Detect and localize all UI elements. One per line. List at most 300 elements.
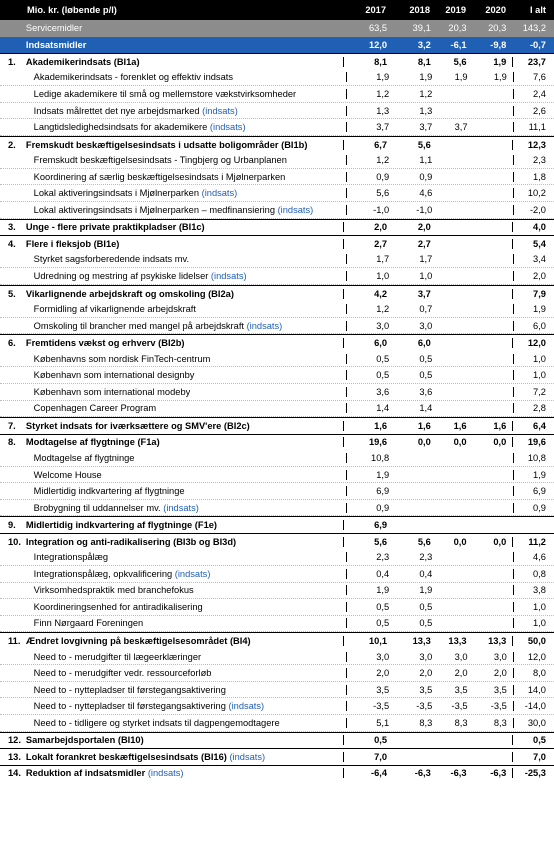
section-row	[0, 417, 554, 434]
row-label	[22, 537, 344, 547]
table-row	[0, 450, 554, 467]
indsats-tag: (indsats)	[210, 270, 247, 281]
value-2017: 3,6	[346, 387, 395, 397]
value-2017: -1,0	[346, 205, 395, 215]
row-label	[22, 57, 344, 67]
value-total: 1,9	[513, 470, 554, 480]
value-total: 12,0	[512, 338, 554, 348]
value-total: 1,0	[513, 602, 554, 612]
row-label	[22, 122, 347, 132]
indsats-tag: (indsats)	[147, 768, 184, 779]
value-2017: 0,9	[346, 172, 395, 182]
value-2017: 1,9	[346, 470, 395, 480]
table-row	[0, 119, 554, 136]
indsats-tag: (indsats)	[202, 105, 238, 116]
row-label	[22, 23, 344, 33]
value-2017: 0,5	[343, 735, 393, 745]
section-row	[0, 732, 554, 749]
value-2018: 0,5	[419, 618, 433, 629]
row-label	[22, 155, 347, 165]
value-total: 2,4	[513, 89, 554, 99]
row-label	[22, 636, 344, 646]
value-2017: -6,4	[343, 768, 393, 778]
value-total: -0,7	[529, 39, 546, 50]
table-row	[0, 599, 554, 616]
row-number: 11.	[8, 636, 21, 646]
value-total: 30,0	[513, 718, 554, 728]
value-total: 10,2	[513, 188, 554, 198]
value-2019: 1,9	[454, 72, 468, 83]
row-label-text: Modtagelse af flygtninge	[33, 452, 135, 463]
indsats-tag: (indsats)	[163, 502, 199, 513]
unit-label: Mio. kr. (løbende p/l)	[27, 5, 117, 15]
col-2018: 2018	[409, 5, 430, 15]
value-2019: 2,0	[454, 668, 468, 679]
value-2018: 1,9	[419, 72, 433, 83]
value-total: -25,3	[512, 768, 554, 778]
value-2019: 0,0	[453, 437, 467, 448]
value-2017: 1,7	[346, 254, 395, 264]
row-label	[22, 106, 347, 116]
row-label-text: Formidling af vikarlignende arbejdskraft	[33, 304, 196, 315]
value-2017: 3,7	[346, 122, 395, 132]
indsats-tag: (indsats)	[246, 320, 283, 331]
value-2018: 0,5	[419, 370, 433, 381]
row-label	[22, 271, 347, 281]
value-total: 7,9	[512, 289, 554, 299]
table-row	[0, 169, 554, 186]
row-label	[22, 304, 347, 314]
value-2017: 6,9	[343, 520, 393, 530]
table-row	[0, 616, 554, 633]
value-total: 14,0	[513, 685, 554, 695]
row-label-text: Servicemidler	[25, 23, 83, 34]
value-2018: 5,6	[417, 536, 431, 547]
value-2017: 7,0	[343, 752, 393, 762]
table-row	[0, 550, 554, 567]
value-2017: 1,9	[346, 72, 395, 82]
value-total: 1,0	[513, 618, 554, 628]
value-2018: 1,3	[419, 105, 433, 116]
row-number: 13.	[8, 751, 21, 762]
indsats-tag: (indsats)	[228, 701, 265, 712]
value-2019: 3,0	[454, 651, 468, 662]
row-label	[22, 503, 347, 513]
value-2017: 5,6	[346, 188, 395, 198]
value-2018: 4,6	[419, 188, 433, 199]
value-2020: 20,3	[488, 23, 507, 34]
value-2017: 1,6	[343, 421, 393, 431]
value-2017: 1,3	[346, 106, 395, 116]
row-label-text: Styrket indsats for iværksættere og SMV'ere (BI2c)	[25, 420, 250, 431]
value-2017: 4,2	[343, 289, 393, 299]
section-row	[0, 334, 554, 351]
section-row	[0, 219, 554, 236]
table-row	[0, 483, 554, 500]
value-2017: 3,0	[346, 321, 395, 331]
value-2017: 0,5	[346, 618, 395, 628]
header-row	[0, 0, 554, 20]
row-label	[22, 470, 347, 480]
value-2017: 0,5	[346, 602, 395, 612]
table-row	[0, 583, 554, 600]
value-2019: 3,7	[454, 122, 468, 133]
value-2017: 1,2	[346, 89, 395, 99]
value-2017: 10,1	[343, 636, 393, 646]
row-label-text: København som international designby	[33, 370, 195, 381]
row-label-text: Ændret lovgivning på beskæftigelsesområdet (BI4)	[25, 636, 251, 646]
table-row	[0, 351, 554, 368]
row-label	[22, 387, 347, 397]
table-row	[0, 384, 554, 401]
value-2020: 1,6	[493, 420, 507, 431]
row-number: 12.	[8, 735, 21, 746]
value-2019: 8,3	[454, 717, 468, 728]
row-label	[22, 768, 344, 778]
table-row	[0, 367, 554, 384]
value-2017: 6,0	[343, 338, 393, 348]
row-label-text: Need to - merudgifter til lægeerklæringer	[33, 651, 202, 662]
value-total: 11,1	[513, 122, 554, 132]
table-row	[0, 665, 554, 682]
value-2018: 0,7	[419, 304, 433, 315]
value-2019: 1,6	[453, 420, 467, 431]
section-row	[0, 136, 554, 153]
table-row	[0, 185, 554, 202]
row-label-text: Midlertidig indkvartering af flygtninge (F1e)	[25, 520, 218, 531]
col-2020: 2020	[485, 5, 506, 15]
section-row	[0, 285, 554, 302]
row-label	[22, 453, 347, 463]
value-2017: 6,7	[343, 140, 393, 150]
row-label	[22, 752, 344, 762]
row-label	[22, 403, 347, 413]
table-row	[0, 682, 554, 699]
row-label-text: Fremskudt beskæftigelsesindsats i udsatte boligområder (BI1b)	[25, 139, 308, 150]
row-label	[22, 239, 344, 249]
value-2017: 8,1	[343, 57, 393, 67]
value-2019: 5,6	[453, 56, 467, 67]
value-total: -2,0	[513, 205, 554, 215]
value-2017: 0,5	[346, 370, 395, 380]
row-label-text: Fremskudt beskæftigelsesindsats - Tingbjerg og Urbanplanen	[33, 155, 287, 166]
indsats-tag: (indsats)	[209, 122, 246, 133]
row-label	[22, 72, 347, 82]
value-2018: 0,4	[419, 568, 433, 579]
row-label-text: Reduktion af indsatsmidler	[25, 768, 148, 779]
row-label	[22, 370, 347, 380]
value-total: 4,0	[512, 222, 554, 232]
table-row	[0, 252, 554, 269]
row-label	[22, 668, 347, 678]
row-label	[22, 421, 344, 431]
value-2018: 3,6	[419, 386, 433, 397]
value-2018: 8,1	[417, 56, 431, 67]
value-total: 2,8	[513, 403, 554, 413]
row-number: 2.	[8, 139, 16, 150]
ind-row	[0, 37, 554, 54]
row-label-text: Flere i fleksjob (BI1e)	[25, 238, 120, 249]
value-total: 7,6	[513, 72, 554, 82]
value-2018: 2,7	[417, 238, 431, 249]
value-total: 2,0	[513, 271, 554, 281]
row-label-text: Koordinering af særlig beskæftigelsesindsats i Mjølnerparken	[33, 171, 286, 182]
row-label-text: Integrationspålæg, opkvalificering	[33, 568, 175, 579]
section-row	[0, 434, 554, 451]
value-2019: -6,1	[450, 39, 467, 50]
row-label	[22, 172, 347, 182]
row-number: 5.	[8, 288, 16, 299]
value-total: 19,6	[512, 437, 554, 447]
indsats-tag: (indsats)	[229, 751, 266, 762]
row-label-text: Indsatsmidler	[25, 39, 87, 50]
value-total: 2,3	[513, 155, 554, 165]
table-row	[0, 301, 554, 318]
col-total: I alt	[529, 5, 546, 15]
value-2017: 19,6	[343, 437, 393, 447]
value-total: 0,8	[513, 569, 554, 579]
row-number: 8.	[8, 437, 16, 448]
row-label	[22, 188, 347, 198]
value-2019: 13,3	[448, 636, 467, 646]
col-2019: 2019	[445, 5, 466, 15]
table-row	[0, 500, 554, 517]
value-total: 4,6	[513, 552, 554, 562]
value-2018: 3,0	[419, 320, 433, 331]
value-2017: 5,1	[346, 718, 395, 728]
row-label	[22, 685, 347, 695]
row-label	[22, 338, 344, 348]
row-number: 6.	[8, 338, 16, 349]
row-label	[22, 602, 347, 612]
value-total: 12,3	[512, 140, 554, 150]
value-2020: 2,0	[493, 668, 507, 679]
row-number: 14.	[8, 768, 21, 779]
row-label-text: Copenhagen Career Program	[33, 403, 157, 414]
row-label-text: Modtagelse af flygtninge (F1a)	[25, 437, 160, 448]
value-total: 10,8	[513, 453, 554, 463]
row-label-text: Lokal aktiveringsindsats i Mjølnerparken – medfinansiering	[33, 204, 278, 215]
value-2018: 3,5	[419, 684, 433, 695]
row-label-text: Styrket sagsforberedende indsats mv.	[33, 254, 190, 265]
value-2018: 39,1	[412, 23, 431, 34]
row-label-text: Lokal aktiveringsindsats i Mjølnerparken	[33, 188, 202, 199]
table-body	[0, 20, 554, 781]
row-label-text: Integration og anti-radikalisering (BI3b og BI3d)	[25, 536, 237, 547]
svc-row	[0, 20, 554, 37]
row-label-text: Need to - nyttepladser til førstegangsaktivering	[33, 701, 229, 712]
section-row	[0, 632, 554, 649]
value-2020: 3,5	[493, 684, 507, 695]
table-row	[0, 103, 554, 120]
value-total: 1,8	[513, 172, 554, 182]
value-2019: -3,5	[451, 701, 468, 712]
row-label-text: Ledige akademikere til små og mellemstore vækstvirksomheder	[33, 88, 297, 99]
table-row	[0, 566, 554, 583]
row-label	[22, 520, 344, 530]
table-row	[0, 401, 554, 418]
table-row	[0, 698, 554, 715]
row-label-text: Integrationspålæg	[33, 552, 109, 563]
row-label	[22, 618, 347, 628]
table-row	[0, 715, 554, 732]
row-label-text: Indsats målrettet det nye arbejdsmarked	[33, 105, 203, 116]
value-2017: 0,9	[346, 503, 395, 513]
row-label-text: København som international modeby	[33, 386, 191, 397]
row-label	[22, 718, 347, 728]
value-total: 0,9	[513, 503, 554, 513]
value-2020: -3,5	[490, 701, 507, 712]
row-label	[22, 486, 347, 496]
value-2017: 3,0	[346, 652, 395, 662]
row-label	[22, 735, 344, 745]
value-total: 5,4	[512, 239, 554, 249]
value-2017: 10,8	[346, 453, 395, 463]
row-number: 4.	[8, 238, 16, 249]
row-label-text: Københavns som nordisk FinTech-centrum	[33, 353, 211, 364]
table-row	[0, 318, 554, 335]
col-2017: 2017	[365, 5, 386, 15]
value-2018: 1,7	[419, 254, 433, 265]
value-2017: 6,9	[346, 486, 395, 496]
value-2018: 1,6	[417, 420, 431, 431]
value-2019: 20,3	[448, 23, 467, 34]
row-label	[22, 40, 344, 50]
value-2017: -3,5	[346, 701, 395, 711]
indsats-tag: (indsats)	[277, 204, 314, 215]
row-label-text: Need to - nyttepladser til førstegangsaktivering	[33, 684, 226, 695]
value-total: 2,6	[513, 106, 554, 116]
table-row	[0, 467, 554, 484]
row-label-text: Finn Nørgaard Foreningen	[33, 618, 144, 629]
value-2018: 1,4	[419, 403, 433, 414]
row-label-text: Udredning og mestring af psykiske lidelser	[33, 270, 211, 281]
row-label	[22, 205, 347, 215]
row-number: 7.	[8, 420, 16, 431]
table-row	[0, 70, 554, 87]
value-2017: 1,2	[346, 155, 395, 165]
indsats-tag: (indsats)	[201, 188, 238, 199]
value-2018: 0,0	[417, 437, 431, 448]
value-2019: 0,0	[453, 536, 467, 547]
row-number: 10.	[8, 536, 21, 547]
value-2018: 2,0	[417, 222, 431, 233]
value-total: 0,5	[512, 735, 554, 745]
row-label-text: Need to - merudgifter vedr. ressourceforløb	[33, 668, 212, 679]
value-2017: 12,0	[368, 39, 388, 50]
value-2017: 2,7	[343, 239, 393, 249]
value-2020: 1,9	[493, 56, 507, 67]
row-label	[22, 701, 347, 711]
row-number: 1.	[8, 56, 16, 67]
value-total: 6,9	[513, 486, 554, 496]
row-label	[22, 140, 344, 150]
row-label-text: Need to - tidligere og styrket indsats til dagpengemodtagere	[33, 717, 280, 728]
value-2017: 0,4	[346, 569, 395, 579]
value-2017: 2,0	[343, 222, 393, 232]
row-label-text: Samarbejdsportalen (BI10)	[25, 735, 144, 746]
value-2017: 1,9	[346, 585, 395, 595]
value-total: 143,2	[522, 23, 546, 34]
value-2018: 3,7	[417, 288, 431, 299]
section-row	[0, 516, 554, 533]
indsats-tag: (indsats)	[174, 568, 211, 579]
value-2020: 1,9	[493, 72, 507, 83]
value-2017: 1,0	[346, 271, 395, 281]
value-2017: 1,2	[346, 304, 395, 314]
value-total: 1,9	[513, 304, 554, 314]
value-2018: 8,3	[419, 717, 433, 728]
row-label-text: Brobygning til uddannelser mv.	[33, 502, 164, 513]
value-total: 8,0	[513, 668, 554, 678]
value-2020: 0,0	[493, 437, 507, 448]
value-2018: 2,3	[419, 552, 433, 563]
row-number: 3.	[8, 222, 16, 233]
value-2017: 0,5	[346, 354, 395, 364]
value-2018: 13,3	[412, 636, 431, 646]
value-2020: 13,3	[488, 636, 507, 646]
row-label	[22, 354, 347, 364]
value-total: 6,0	[513, 321, 554, 331]
value-total: 6,4	[512, 421, 554, 431]
value-total: 1,0	[513, 370, 554, 380]
row-label-text: Omskoling til brancher med mangel på arbejdskraft	[33, 320, 247, 331]
value-2018: 6,0	[417, 338, 431, 349]
row-label	[22, 552, 347, 562]
value-2020: 3,0	[493, 651, 507, 662]
value-total: 7,0	[512, 752, 554, 762]
row-label	[22, 289, 344, 299]
value-2018: 1,1	[419, 155, 433, 166]
row-label-text: Akademikerindsats - forenklet og effektiv indsats	[33, 72, 233, 83]
value-total: 23,7	[512, 57, 554, 67]
value-2017: 2,3	[346, 552, 395, 562]
row-label-text: Fremtidens vækst og erhverv (BI2b)	[25, 338, 185, 349]
value-total: 7,2	[513, 387, 554, 397]
value-2020: 0,0	[493, 536, 507, 547]
row-label	[22, 652, 347, 662]
table-row	[0, 649, 554, 666]
value-2018: 0,9	[419, 171, 433, 182]
value-total: 1,0	[513, 354, 554, 364]
row-label-text: Koordineringsenhed for antiradikalisering	[33, 601, 203, 612]
value-total: 12,0	[513, 652, 554, 662]
section-row	[0, 235, 554, 252]
value-2017: 5,6	[343, 537, 393, 547]
table-row	[0, 268, 554, 285]
row-label	[22, 254, 347, 264]
value-2020: 8,3	[493, 717, 507, 728]
value-2018: -3,5	[416, 701, 433, 712]
value-2020: -6,3	[490, 768, 507, 779]
section-row	[0, 533, 554, 550]
row-label	[22, 321, 347, 331]
value-2018: -1,0	[416, 204, 433, 215]
value-2017: 2,0	[346, 668, 395, 678]
value-2020: -9,8	[490, 39, 507, 50]
row-label	[22, 585, 347, 595]
row-label-text: Vikarlignende arbejdskraft og omskoling (BI2a)	[25, 288, 234, 299]
row-label	[22, 437, 344, 447]
row-label-text: Lokalt forankret beskæftigelsesindsats (BI16)	[25, 751, 230, 762]
row-label	[22, 89, 347, 99]
table-row	[0, 202, 554, 219]
section-row	[0, 765, 554, 782]
value-total: -14,0	[513, 701, 554, 711]
value-2019: 3,5	[454, 684, 468, 695]
section-row	[0, 53, 554, 70]
value-2018: 3,7	[419, 122, 433, 133]
